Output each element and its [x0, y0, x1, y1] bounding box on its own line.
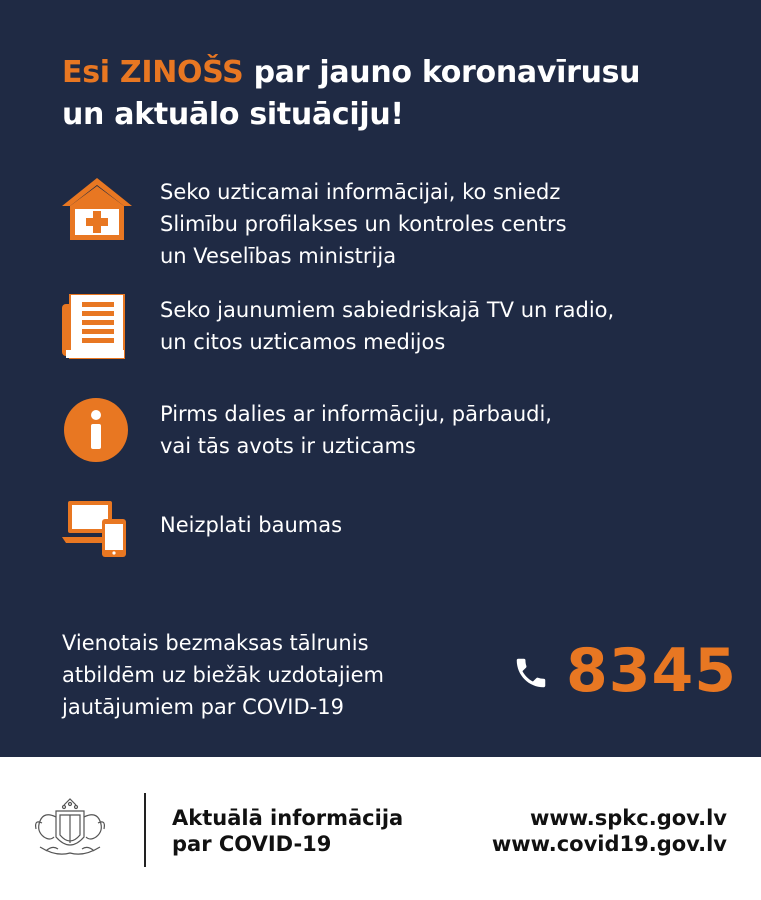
hotline-description — [62, 627, 482, 723]
headline — [62, 52, 722, 136]
tip-line: Seko jaunumiem sabiedriskajā TV un radio, — [160, 298, 615, 322]
info-icon — [62, 398, 132, 470]
tip-line: Slimību profilakses un kontroles centrs — [160, 212, 567, 236]
tip-item-public-media — [62, 294, 722, 374]
link-spkc[interactable]: www.spkc.gov.lv — [529, 806, 727, 830]
hospital-icon — [62, 176, 132, 248]
link-covid19[interactable]: www.covid19.gov.lv — [491, 832, 727, 856]
headline-line1: par jauno koronavīrusu — [243, 55, 641, 90]
tip-line: Pirms dalies ar informāciju, pārbaudi, — [160, 402, 552, 426]
tip-line: Neizplati baumas — [160, 513, 343, 537]
tip-text — [160, 398, 720, 462]
tip-line: Seko uzticamai informācijai, ko sniedz — [160, 180, 561, 204]
tip-text — [160, 294, 720, 358]
tip-item-no-rumours — [62, 497, 722, 577]
headline-accent: Esi ZINOŠS — [62, 55, 244, 90]
hotline-line: Vienotais bezmaksas tālrunis — [62, 631, 369, 655]
newspaper-icon — [62, 294, 132, 366]
tip-text — [160, 509, 720, 541]
coat-of-arms-icon — [30, 797, 110, 863]
footer-links — [492, 805, 727, 857]
tip-line: vai tās avots ir uzticams — [160, 434, 416, 458]
footer-label-line: Aktuālā informācija — [172, 806, 404, 830]
footer-divider — [144, 793, 146, 867]
tip-item-official-sources — [62, 176, 722, 268]
footer-label — [172, 805, 403, 857]
tip-line: un citos uzticamos medijos — [160, 330, 446, 354]
hotline-line: atbildēm uz biežāk uzdotajiem — [62, 663, 384, 687]
laptop-phone-icon — [62, 497, 132, 569]
phone-icon — [512, 654, 550, 692]
tip-line: un Veselības ministrija — [160, 244, 397, 268]
footer — [0, 757, 761, 900]
footer-label-line: par COVID-19 — [172, 832, 332, 856]
hotline-line: jautājumiem par COVID-19 — [62, 695, 344, 719]
tip-text — [160, 176, 720, 272]
hotline-number[interactable]: 8345 — [566, 636, 737, 706]
tip-item-verify-source — [62, 398, 722, 478]
headline-line2: un aktuālo situāciju! — [62, 97, 404, 132]
